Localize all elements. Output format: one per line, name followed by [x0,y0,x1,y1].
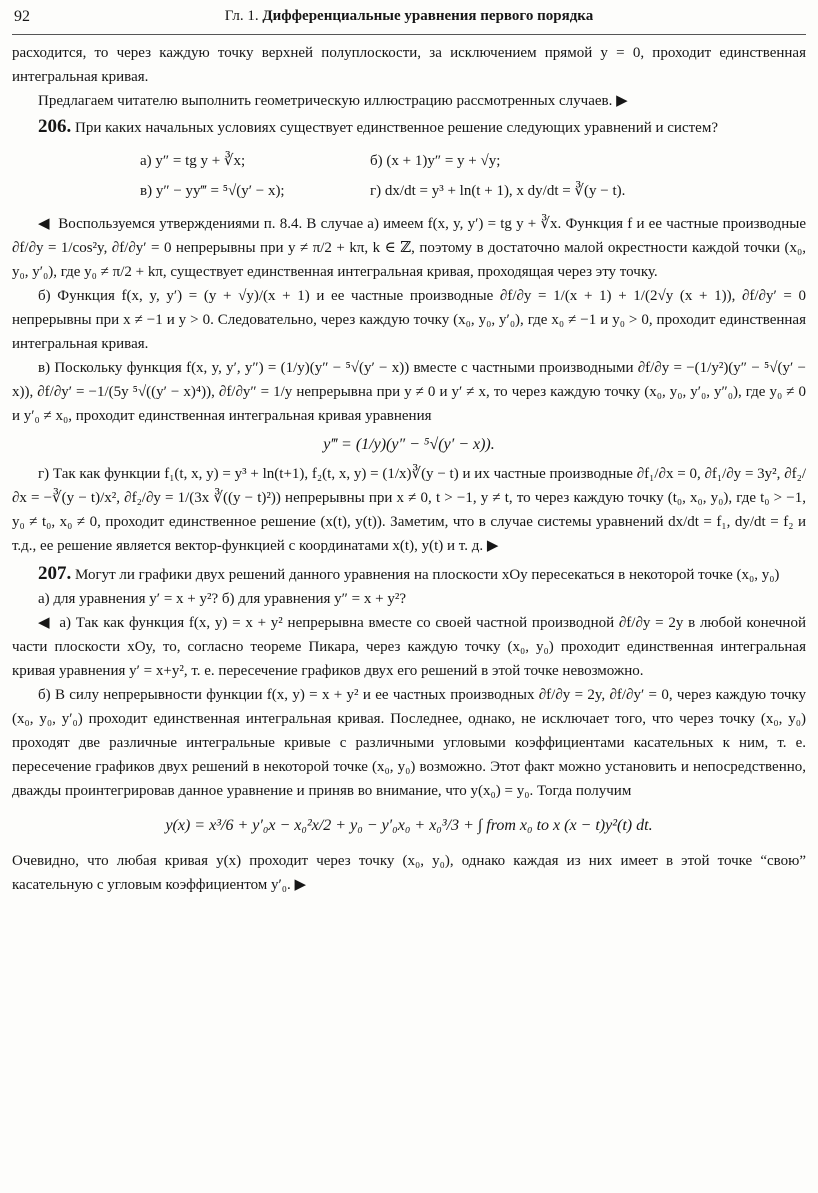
paragraph-text: Предлагаем читателю выполнить геометрическую иллюстрацию рассмотренных случаев. [38,93,613,109]
problem-207-questions: а) для уравнения y′ = x + y²? б) для уравнения y″ = x + y²? [38,591,406,607]
problem-206 [12,115,806,140]
start-of-solution-marker: ◀ [38,615,51,631]
end-of-solution-marker: ▶ [616,93,628,109]
paragraph-continuation: расходится, то через каждую точку верхней полуплоскости, за исключением прямой y = 0, проходит единственная интегральная кривая. [12,45,806,85]
end-of-solution-marker: ▶ [486,538,499,554]
running-header [12,4,806,35]
chapter-prefix: Гл. 1. [224,8,259,24]
display-equation-207-b: y(x) = x³/6 + y′₀x − x₀²x/2 + y₀ − y′₀x₀ + x₀³/3 + ∫ from x₀ to x (x − t)y²(t) dt. [165,817,653,834]
solution-206-a [12,212,806,284]
solution-text: а) Так как функция f(x, y) = x + y² непрерывна вместе со своей частной производной ∂f/∂y = 2y в любой конечной части плоскости xOy, то, согласно теореме Пикара, через каждую точку (x₀, y₀) проходит единственная интегральная кривая уравнения y′ = x+y², т. е. пересечение графиков двух его решений в этой точке невозможно. [12,615,806,679]
problem-number: 207. [38,563,72,584]
problem-statement: При каких начальных условиях существует единственное решение следующих уравнений и систем? [75,120,718,136]
problem-206-equations [140,146,806,206]
concluding-paragraph [12,849,806,897]
paragraph-text: Очевидно, что любая кривая y(x) проходит через точку (x₀, y₀), однако каждая из них имеет в этой точке “свою” касательную с угловым коэффициентом y′₀. [12,853,806,893]
chapter-title: Дифференциальные уравнения первого порядка [262,8,594,24]
solution-text: Воспользуемся утверждениями п. 8.4. В случае а) имеем f(x, y, y′) = tg y + ∛x. Функция f и ее частные производные ∂f/∂y = 1/cos²y, ∂f/∂y′ = 0 непрерывны при y ≠ π/2 + kπ, k ∈ ℤ, поэтому в достаточно малой окрестности каждой точки (x₀, y₀, y′₀), где y₀ ≠ π/2 + kπ, существует единственная интегральная кривая, проходящая через эту точку. [12,216,806,280]
solution-207-a [12,611,806,683]
problem-207 [12,562,806,587]
end-of-solution-marker: ▶ [294,877,307,893]
solution-206-g [12,462,806,558]
equation-b: б) (x + 1)y″ = y + √y; [370,153,501,169]
problem-statement: Могут ли графики двух решений данного уравнения на плоскости xOy пересекаться в некоторой точке (x₀, y₀) [75,567,780,583]
solution-206-b: б) Функция f(x, y, y′) = (y + √y)/(x + 1) и ее частные производные ∂f/∂y = 1/(x + 1) + 1/(2√y (x + 1)), ∂f/∂y′ = 0 непрерывны при x ≠ −1 и y > 0. Следовательно, через каждую точку (x₀, y₀, y′₀), где x₀ ≠ −1 и y₀ > 0, проходит единственная интегральная кривая. [12,288,806,352]
solution-text: г) Так как функции f₁(t, x, y) = y³ + ln(t+1), f₂(t, x, y) = (1/x)∛(y − t) и их частные производные ∂f₁/∂x = 0, ∂f₁/∂y = 3y², ∂f₂/∂x = −∛(y − t)/x², ∂f₂/∂y = 1/(3x ∛((y − t)²)) непрерывны при x ≠ 0, t > −1, y ≠ t, то через каждую точку (t₀, x₀, y₀), где t₀ > −1, y₀ ≠ t₀, x₀ ≠ 0, проходит единственное решение (x(t), y(t)). Заметим, что в случае системы уравнений dx/dt = f₁, dy/dt = f₂ и т.д., ее решение является вектор-функцией с координатами x(t), y(t) и т. д. [12,466,806,554]
chapter-heading [12,8,806,25]
display-equation-206-v: y‴ = (1/y)(y″ − ⁵√(y′ − x)). [323,436,495,453]
solution-206-v: в) Поскольку функция f(x, y, y′, y″) = (1/y)(y″ − ⁵√(y′ − x)) вместе с частными производными ∂f/∂y = −(1/y²)(y″ − ⁵√(y′ − x)), ∂f/∂y′ = −1/(5y ⁵√((y′ − x)⁴)), ∂f/∂y″ = 1/y непрерывна при y ≠ 0 и y′ ≠ x, то через каждую точку (x₀, y₀, y′₀, y″₀), где y₀ ≠ 0 и y′₀ ≠ x₀, проходит единственная интегральная кривая уравнения [12,360,806,424]
equation-g: г) dx/dt = y³ + ln(t + 1), x dy/dt = ∛(y − t). [370,183,626,199]
solution-207-b: б) В силу непрерывности функции f(x, y) = x + y² и ее частных производных ∂f/∂y = 2y, ∂f/∂y′ = 0, через каждую точку (x₀, y₀, y′₀) проходит единственная интегральная кривая. Последнее, однако, не исключает того, что через точку (x₀, y₀) проходят две различные интегральные кривые с различными угловыми коэффициентами касательных к ним, т. е. пересечение графиков двух решений в некоторой точке (x₀, y₀) возможно. Этот факт можно установить и непосредственно, дважды проинтегрировав данное уравнение и приняв во внимание, что y(x₀) = y₀. Тогда получим [12,687,806,799]
equation-a: а) y″ = tg y + ∛x; [140,153,246,169]
start-of-solution-marker: ◀ [38,216,50,232]
paragraph-reader-note [12,89,806,113]
problem-number: 206. [38,116,72,137]
equation-v: в) y″ − yy‴ = ⁵√(y′ − x); [140,183,285,199]
page-number: 92 [14,8,30,25]
